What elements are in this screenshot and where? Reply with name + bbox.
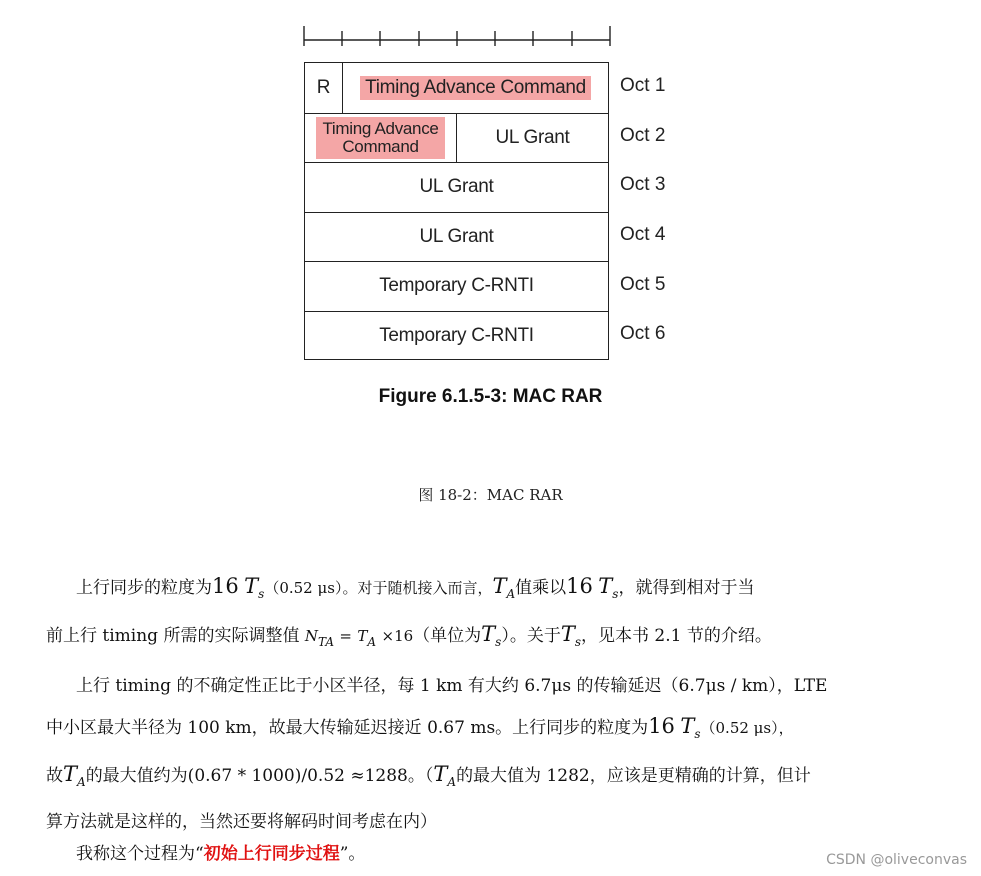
table-row xyxy=(305,212,608,262)
oct-label: Oct 1 xyxy=(620,75,666,96)
table-row xyxy=(305,162,608,212)
table-row xyxy=(305,261,608,311)
watermark: CSDN @oliveconvas xyxy=(826,852,967,868)
oct-label: Oct 2 xyxy=(620,125,666,146)
highlight-mark: Timing Advance Command xyxy=(316,117,444,159)
reserved-bit-cell: R xyxy=(305,63,343,113)
temp-crnti-cell: Temporary C-RNTI xyxy=(379,275,534,297)
paragraph-timing-uncertainty: 上行 timing 的不确定性正比于小区半径，每 1 km 有大约 6.7μs 的传输延迟（6.7μs / km），LTE 中小区最大半径为 100 km，故最大传输延迟接近 0.67 ms。上行同步的粒度为16 $T_s(0.52$ μs）， 故$T_A$的最大值约为(0.67 * 1000)/0.52 ≈1288。（$T_A$的最大值为 1282，应该是更精确的计算，但计 算方法就是这样的，当然还要将解码时间考虑在内） xyxy=(46,676,828,832)
temp-crnti-cell: Temporary C-RNTI xyxy=(379,324,534,346)
oct-label: Oct 6 xyxy=(620,323,666,344)
table-row xyxy=(305,63,608,113)
bit-ruler xyxy=(0,0,981,60)
emphasis-text: 初始上行同步过程 xyxy=(203,844,340,864)
ul-grant-cell: UL Grant xyxy=(495,126,570,148)
paragraph-process-name: 我称这个过程为“初始上行同步过程”。 xyxy=(76,844,366,864)
table-row xyxy=(305,311,608,361)
ul-grant-cell: UL Grant xyxy=(419,225,494,247)
figure-label: 图 18-2：MAC RAR xyxy=(418,486,563,504)
ul-grant-cell: UL Grant xyxy=(419,176,494,198)
mac-rar-table xyxy=(304,62,609,360)
oct-label: Oct 5 xyxy=(620,274,666,295)
oct-label: Oct 4 xyxy=(620,224,666,245)
figure-caption: Figure 6.1.5-3: MAC RAR xyxy=(378,386,603,407)
timing-advance-cell xyxy=(343,63,608,113)
timing-advance-cell xyxy=(305,114,457,163)
oct-label: Oct 3 xyxy=(620,174,666,195)
paragraph-granularity: 上行同步的粒度为16 $T_s(0.52$ μs）。对于随机接入而言，$T_A$值乘以16 $T_s$，就得到相对于当 前上行 timing 所需的实际调整值 $N_{TA} = T_A \times 16$（单位为$T_s$）。关于$T_s$，见本书 2.1 节的介绍。 xyxy=(46,574,772,649)
highlight-mark: Timing Advance Command xyxy=(360,76,591,100)
table-row xyxy=(305,113,608,163)
